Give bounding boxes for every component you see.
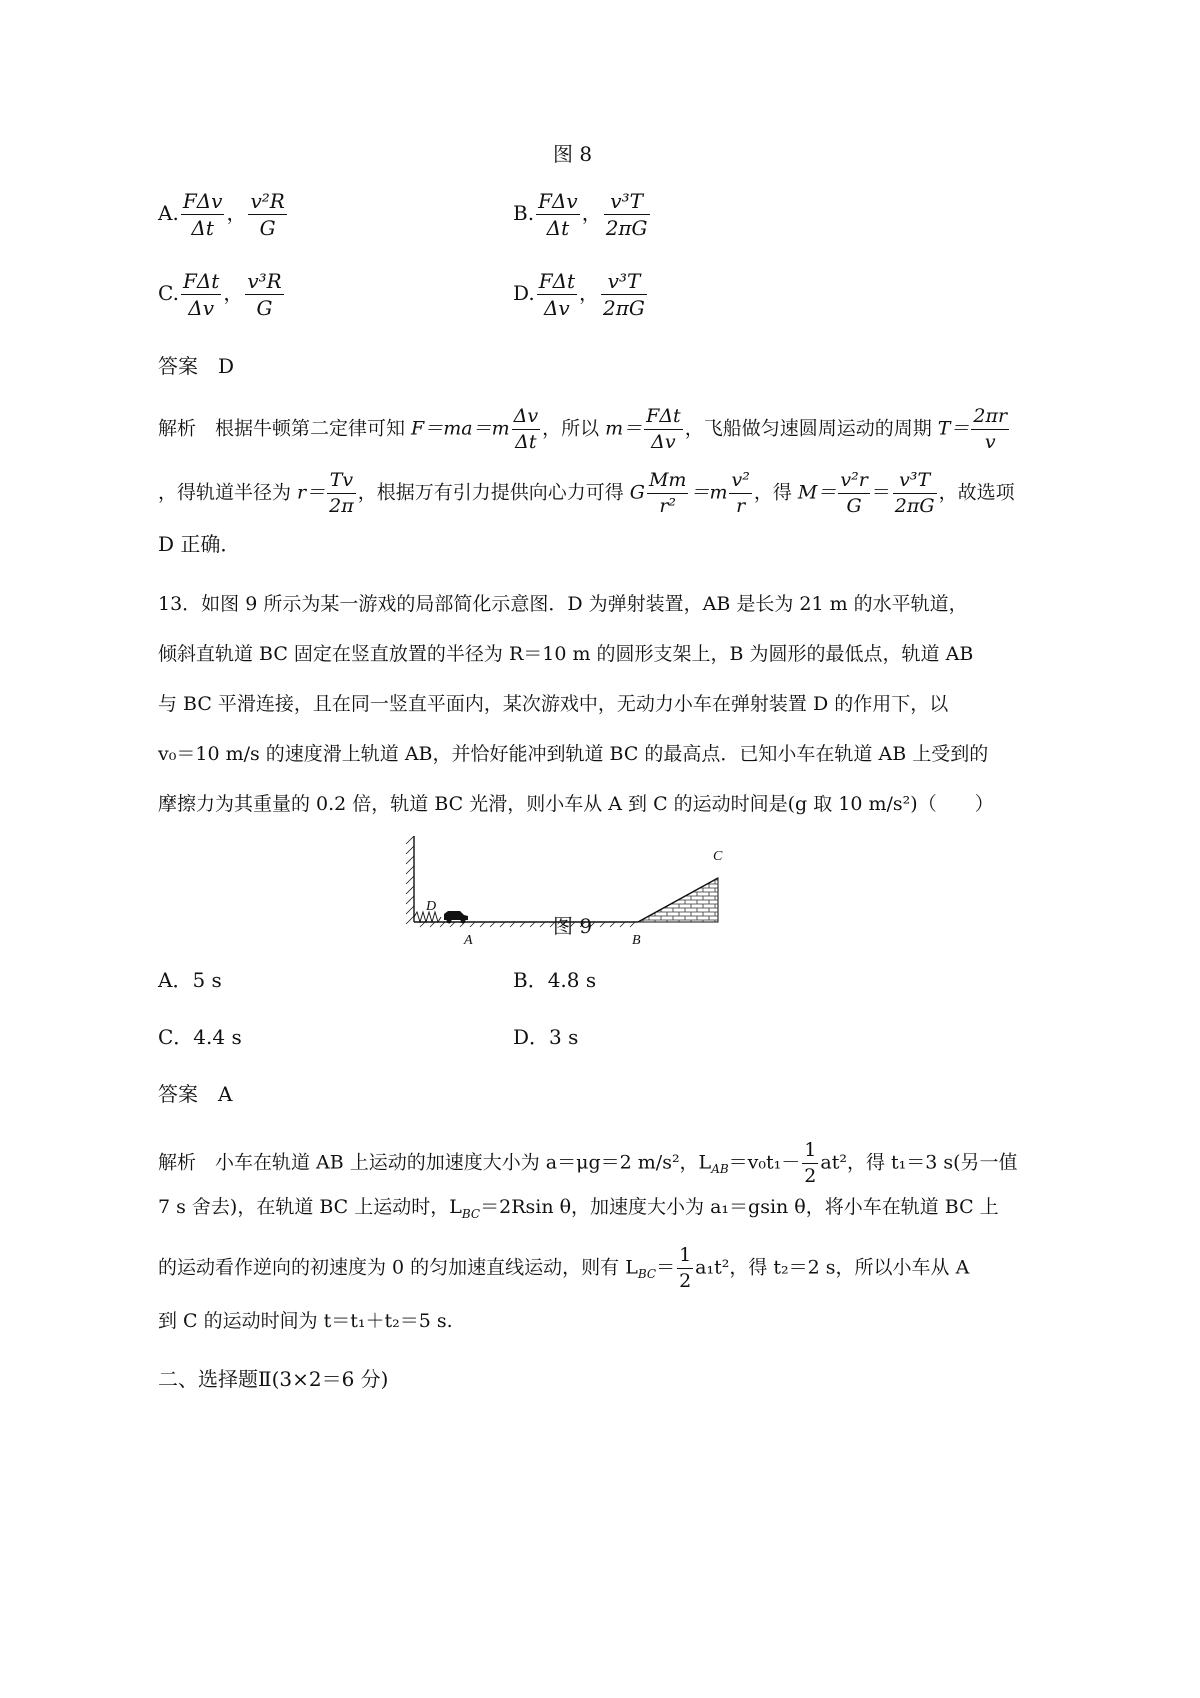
- wall-hatching: [406, 836, 414, 924]
- fraction-numerator: v³T: [604, 190, 650, 215]
- q12-option-b: B. $\frac{\text{FΔv}}{\Delta t}$ ， $\frac{\text{v³T}}{2\pi G}$: [513, 189, 648, 240]
- fraction-denominator: G: [256, 296, 273, 320]
- fraction-numerator: v²r: [838, 470, 869, 494]
- fraction-numerator: v²R: [250, 189, 285, 213]
- fraction-numerator: FΔt: [538, 269, 576, 293]
- q12-analysis-line-1: [158, 406, 1011, 453]
- text: ，得轨道半径为: [158, 481, 298, 504]
- q13-option-a: A．5 s: [158, 968, 222, 992]
- text: 的运动看作逆向的初速度为 0 的匀加速直线运动，则有 L: [158, 1256, 638, 1279]
- label-d: D: [426, 899, 437, 914]
- text: 解析 根据牛顿第二定律可知: [158, 417, 412, 440]
- fraction-numerator: v³T: [893, 470, 937, 494]
- q13-stem-line-1: 13．如图 9 所示为某一游戏的局部简化示意图．D 为弹射装置，AB 是长为 21 m 的水平轨道，: [158, 593, 968, 615]
- text: ＝: [871, 481, 891, 504]
- fraction-denominator: Δv: [543, 296, 570, 320]
- q13-stem-line-4: v₀＝10 m/s 的速度滑上轨道 AB，并恰好能冲到轨道 BC 的最高点．已知小车在轨道 AB 上受到的: [158, 743, 989, 765]
- fraction-denominator: 2: [804, 1164, 817, 1187]
- text: ，根据万有引力提供向心力可得: [357, 481, 630, 504]
- text: 解析 小车在轨道 AB 上运动的加速度大小为 a＝μg＝2 m/s²，L: [158, 1151, 712, 1174]
- figure-8-caption: 图 8: [553, 142, 593, 166]
- text: at²，得 t₁＝3 s(另一值: [820, 1151, 1018, 1174]
- fraction-denominator: Δt: [515, 430, 537, 453]
- fraction-numerator: 1: [677, 1245, 693, 1269]
- text: ＝v₀t₁－: [728, 1151, 801, 1174]
- fraction: [838, 470, 869, 517]
- formula: m＝: [605, 417, 643, 440]
- text: ，飞船做匀速圆周运动的周期: [684, 417, 938, 440]
- formula: F＝ma＝m: [411, 417, 510, 440]
- formula: ＝m: [690, 481, 728, 504]
- text: ＝: [656, 1256, 676, 1279]
- q13-analysis-line-3: [158, 1245, 969, 1292]
- q13-stem-line-5: 摩擦力为其重量的 0.2 倍，轨道 BC 光滑，则小车从 A 到 C 的运动时间是(g 取 10 m/s²)（ ）: [158, 793, 994, 815]
- fraction: [802, 1140, 818, 1187]
- fraction: [644, 406, 683, 453]
- fraction-numerator: Mm: [647, 470, 688, 494]
- text: 7 s 舍去)，在轨道 BC 上运动时，L: [158, 1196, 462, 1218]
- fraction: [677, 1245, 693, 1292]
- q12-analysis-line-3: D 正确．: [158, 532, 241, 556]
- q13-option-d: D．3 s: [513, 1025, 579, 1049]
- fraction-denominator: 2πG: [605, 216, 648, 240]
- text: ，所以: [542, 417, 606, 440]
- section-2-title: 二、选择题Ⅱ(3×2＝6 分): [158, 1367, 389, 1391]
- fraction: [327, 470, 356, 517]
- fraction-numerator: Tv: [327, 470, 356, 494]
- q12-answer: 答案 D: [158, 354, 235, 378]
- fraction-denominator: 2: [679, 1269, 692, 1292]
- q13-stem-line-2: 倾斜直轨道 BC 固定在竖直放置的半径为 R＝10 m 的圆形支架上，B 为圆形的最低点，轨道 AB: [158, 643, 974, 665]
- text: ，故选项: [938, 481, 1015, 504]
- subscript: AB: [711, 1162, 729, 1177]
- fraction-numerator: 1: [802, 1140, 818, 1164]
- q13-analysis-line-2: [158, 1198, 999, 1220]
- q13-analysis-line-4: 到 C 的运动时间为 t＝t₁＋t₂＝5 s.: [158, 1310, 453, 1332]
- fraction-numerator: FΔt: [644, 406, 683, 430]
- fraction-denominator: Δt: [546, 216, 570, 240]
- q13-option-c: C．4.4 s: [158, 1025, 242, 1049]
- fraction-denominator: v: [984, 430, 996, 453]
- text: a₁t²，得 t₂＝2 s，所以小车从 A: [695, 1256, 970, 1279]
- fraction: [248, 190, 286, 239]
- q13-analysis-line-1: [158, 1140, 1018, 1187]
- fraction: [512, 406, 540, 453]
- fraction: [729, 470, 751, 517]
- label-b: B: [632, 933, 641, 948]
- fraction-denominator: Δv: [188, 296, 214, 320]
- subscript: BC: [637, 1267, 657, 1282]
- q12-option-c: C. $\frac{\text{FΔt}}{\Delta v}$ ， $\frac{\text{v³R}}{G}$: [158, 269, 282, 320]
- option-label: C.: [158, 281, 179, 305]
- fraction-denominator: 2πG: [894, 494, 935, 517]
- subscript: BC: [461, 1206, 481, 1221]
- fraction-numerator: FΔv: [538, 189, 578, 213]
- text: ＝2Rsin θ，加速度大小为 a₁＝gsin θ，将小车在轨道 BC 上: [480, 1196, 999, 1218]
- fraction-denominator: 2π: [329, 494, 354, 517]
- label-a: A: [464, 933, 473, 948]
- formula: M＝: [797, 481, 837, 504]
- fraction-numerator: v³R: [247, 269, 282, 293]
- fraction: [601, 270, 647, 319]
- figure-9-caption: 图 9: [553, 914, 593, 938]
- fraction-denominator: 2πG: [603, 296, 645, 320]
- fraction: [537, 270, 577, 319]
- fraction: [971, 406, 1009, 453]
- option-label: D.: [513, 281, 535, 305]
- fraction-denominator: G: [846, 494, 862, 517]
- formula: G: [629, 481, 645, 504]
- fraction-numerator: FΔt: [182, 269, 220, 293]
- formula: T＝: [937, 417, 970, 440]
- option-label: B.: [513, 201, 535, 225]
- fraction-numerator: v³T: [601, 270, 647, 295]
- fraction: [181, 270, 221, 319]
- fraction-denominator: Δv: [651, 430, 676, 453]
- fraction: [536, 190, 580, 239]
- text: ，得: [753, 481, 798, 504]
- fraction: [647, 470, 688, 517]
- fraction-numerator: 2πr: [971, 406, 1009, 430]
- q13-option-b: B．4.8 s: [513, 968, 597, 992]
- fraction-denominator: Δt: [191, 216, 214, 240]
- fraction-denominator: r: [736, 494, 746, 517]
- q12-option-d: D. $\frac{\text{FΔt}}{\Delta v}$ ， $\frac{\text{v³T}}{2\pi G}$: [513, 269, 645, 320]
- fraction: [604, 190, 650, 239]
- ground-hatching: [420, 922, 635, 927]
- fraction: [181, 190, 225, 239]
- q12-option-a: A. $\frac{\text{FΔv}}{\Delta t}$ ， $\frac{\text{v²R}}{G}$: [158, 189, 285, 240]
- fraction-numerator: Δv: [512, 406, 540, 430]
- q13-answer: 答案 A: [158, 1082, 233, 1106]
- label-c: C: [713, 849, 723, 864]
- option-label: A.: [158, 201, 179, 225]
- fraction-numerator: FΔv: [182, 189, 223, 213]
- q13-stem-line-3: 与 BC 平滑连接，且在同一竖直平面内，某次游戏中，无动力小车在弹射装置 D 的作用下，以: [158, 693, 949, 715]
- fraction-denominator: r²: [659, 494, 677, 517]
- fraction-denominator: G: [259, 216, 276, 240]
- q12-analysis-line-2: [158, 470, 1015, 517]
- fraction-numerator: v²: [729, 470, 751, 494]
- formula: r＝: [297, 481, 326, 504]
- fraction: [245, 270, 283, 319]
- fraction: [893, 470, 937, 517]
